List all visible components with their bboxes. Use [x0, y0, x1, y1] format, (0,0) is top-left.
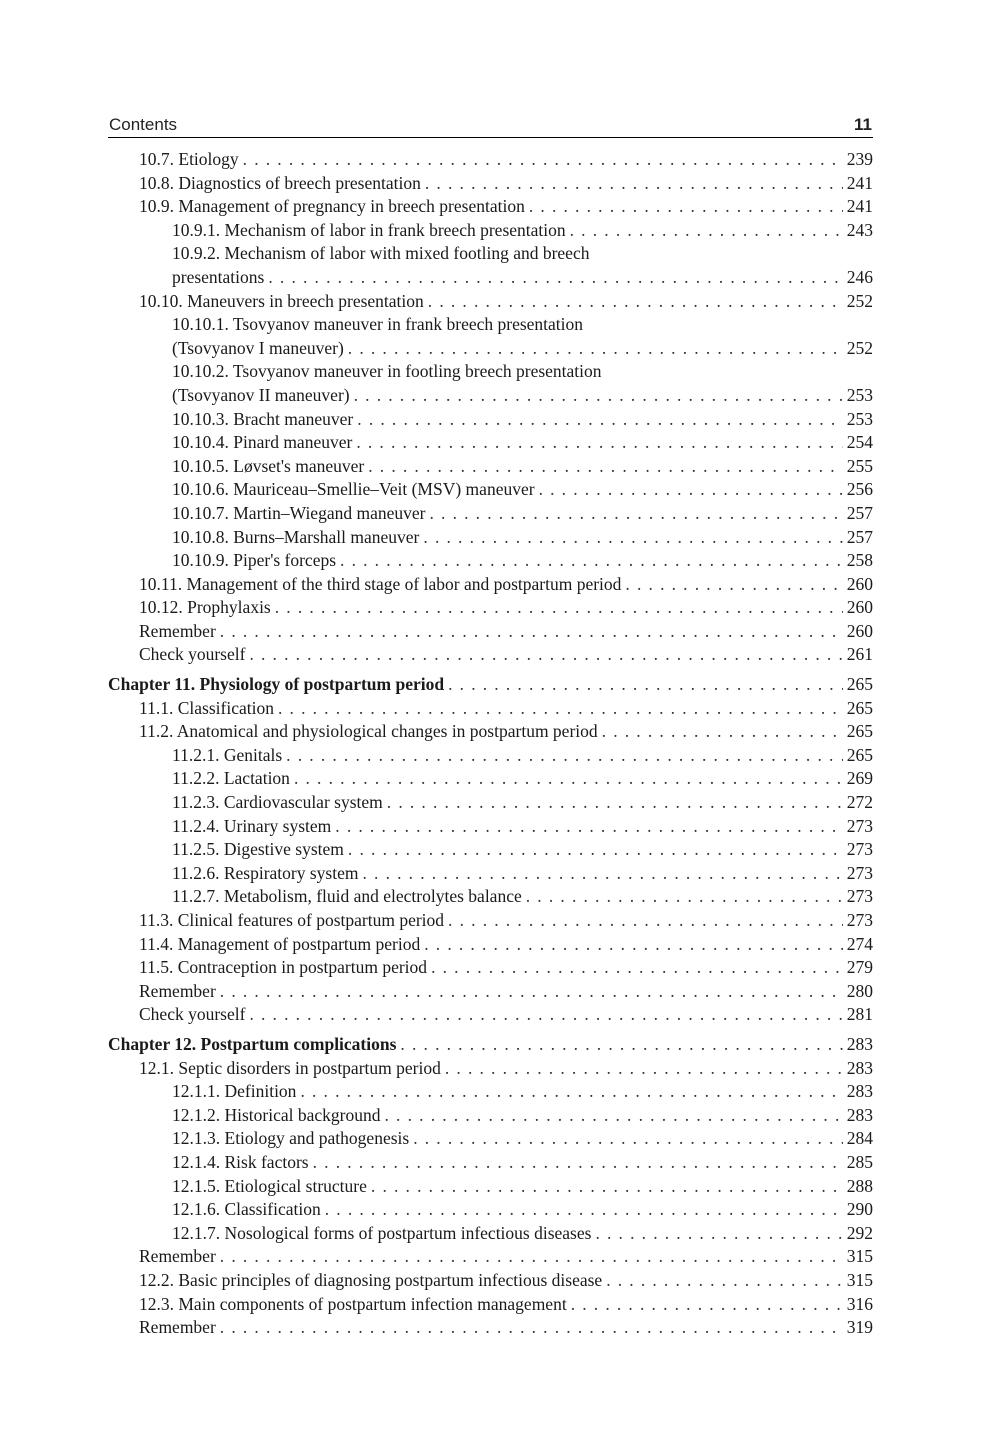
toc-entry[interactable]	[108, 1057, 873, 1081]
toc-leader-dots	[313, 1151, 843, 1175]
toc-entry-title: presentations	[172, 266, 265, 287]
toc-entry-title: 11.2.6. Respiratory system	[172, 862, 359, 883]
toc-page-number: 239	[846, 149, 873, 169]
toc-entry-title: 12.1.5. Etiological structure	[172, 1175, 367, 1196]
toc-entry[interactable]	[108, 408, 873, 432]
page-number: 11	[854, 115, 872, 134]
toc-leader-dots	[429, 502, 842, 526]
toc-entry-title: 10.10.3. Bracht maneuver	[172, 408, 354, 429]
toc-entry-title: 11.2.1. Genitals	[172, 744, 283, 765]
toc-entry[interactable]	[108, 573, 873, 597]
toc-entry[interactable]	[108, 384, 873, 408]
toc-entry[interactable]	[108, 744, 873, 768]
toc-entry[interactable]	[108, 933, 873, 957]
toc-page-number: 290	[846, 1199, 873, 1220]
toc-page-number: 243	[846, 219, 873, 240]
toc-page-number: 283	[846, 1081, 873, 1102]
toc-leader-dots	[357, 408, 842, 432]
toc-entry-title: 10.8. Diagnostics of breech presentation	[139, 172, 421, 193]
toc-entry[interactable]	[108, 1080, 873, 1104]
toc-entry[interactable]	[108, 360, 873, 384]
toc-page-number: 283	[846, 1033, 873, 1054]
toc-entry[interactable]	[108, 596, 873, 620]
toc-entry[interactable]	[108, 1245, 873, 1269]
toc-entry[interactable]	[108, 502, 873, 526]
toc-page-number: 260	[846, 597, 873, 618]
toc-entry-title: 10.12. Prophylaxis	[139, 597, 271, 618]
toc-leader-dots	[294, 767, 843, 791]
toc-leader-dots	[387, 791, 843, 815]
toc-leader-dots	[425, 172, 843, 196]
toc-leader-dots	[220, 1245, 843, 1269]
toc-entry[interactable]	[108, 148, 873, 172]
running-title: Contents	[109, 115, 178, 134]
toc-entry-title: 10.10.2. Tsovyanov maneuver in footling breech presentation	[172, 361, 602, 382]
toc-leader-dots	[602, 720, 843, 744]
toc-leader-dots	[448, 673, 843, 697]
toc-entry-title: 12.1.6. Classification	[172, 1199, 321, 1220]
toc-entry-title: Remember	[139, 1317, 216, 1338]
toc-leader-dots	[539, 478, 843, 502]
toc-entry[interactable]	[108, 1293, 873, 1317]
toc-entry[interactable]	[108, 643, 873, 667]
toc-entry-title: 11.3. Clinical features of postpartum period	[139, 910, 445, 930]
toc-entry-title: 11.2.2. Lactation	[172, 768, 290, 789]
toc-leader-dots	[431, 956, 843, 980]
toc-page-number: 252	[846, 337, 873, 358]
toc-entry[interactable]	[108, 195, 873, 219]
toc-entry-title: Remember	[139, 980, 216, 1001]
toc-leader-dots	[356, 431, 842, 455]
toc-leader-dots	[243, 148, 843, 172]
toc-page-number: 265	[846, 721, 873, 742]
toc-entry-title: 10.10.8. Burns–Marshall maneuver	[172, 526, 420, 547]
toc-leader-dots	[371, 1175, 843, 1199]
toc-entry-title: 11.2.5. Digestive system	[172, 839, 344, 860]
toc-entry[interactable]	[108, 815, 873, 839]
toc-leader-dots	[249, 1003, 842, 1027]
toc-entry-title: 11.4. Management of postpartum period	[139, 933, 421, 954]
toc-entry[interactable]	[108, 1316, 873, 1340]
toc-page-number: 316	[846, 1293, 873, 1314]
toc-entry-title: 10.9. Management of pregnancy in breech presentation	[139, 196, 525, 217]
toc-page-number: 283	[846, 1057, 873, 1078]
toc-page-number: 288	[846, 1175, 873, 1196]
toc-entry[interactable]	[108, 266, 873, 290]
toc-entry-title: 10.11. Management of the third stage of labor and postpartum period	[139, 573, 622, 594]
toc-entry[interactable]	[108, 1198, 873, 1222]
toc-page-number: 253	[846, 384, 873, 405]
toc-page-number: 274	[846, 933, 873, 954]
toc-entry-title: Chapter 12. Postpartum complications	[108, 1033, 397, 1054]
toc-leader-dots	[448, 909, 843, 933]
toc-page-number: 261	[846, 644, 873, 665]
toc-page-number: 258	[846, 550, 873, 571]
toc-entry[interactable]	[108, 620, 873, 644]
toc-entry[interactable]	[108, 337, 873, 361]
toc-leader-dots	[275, 596, 843, 620]
toc-entry[interactable]	[108, 1104, 873, 1128]
toc-leader-dots	[220, 1316, 843, 1340]
toc-entry[interactable]	[108, 1175, 873, 1199]
toc-page-number: 246	[846, 266, 873, 287]
toc-entry-title: Remember	[139, 1246, 216, 1267]
toc-entry-title: 10.9.2. Mechanism of labor with mixed footling and breech	[172, 243, 590, 264]
toc-page-number: 257	[846, 502, 873, 523]
toc-entry-title: 10.10. Maneuvers in breech presentation	[139, 290, 424, 311]
toc-page-number: 265	[846, 744, 873, 765]
toc-entry-title: 10.10.4. Pinard maneuver	[172, 432, 353, 453]
toc-leader-dots	[362, 862, 842, 886]
toc-entry[interactable]	[108, 1222, 873, 1246]
toc-page-number: 285	[846, 1151, 873, 1172]
toc-page-number: 265	[846, 697, 873, 718]
toc-entry[interactable]	[108, 862, 873, 886]
toc-entry-title: 12.2. Basic principles of diagnosing postpartum infectious disease	[139, 1269, 603, 1290]
toc-page-number: 255	[846, 455, 873, 476]
toc-entry-title: Remember	[139, 620, 216, 641]
toc-entry-title: 12.1. Septic disorders in postpartum period	[139, 1057, 441, 1078]
toc-page-number: 281	[846, 1004, 873, 1025]
toc-leader-dots	[278, 697, 843, 721]
toc-entry[interactable]	[108, 1127, 873, 1151]
toc-leader-dots	[340, 549, 843, 573]
toc-entry[interactable]	[108, 455, 873, 479]
toc-leader-dots	[595, 1222, 842, 1246]
toc-entry-title: 10.10.7. Martin–Wiegand maneuver	[172, 502, 426, 523]
toc-page-number: 273	[846, 839, 873, 860]
toc-leader-dots	[348, 838, 843, 862]
toc-entry[interactable]	[108, 1269, 873, 1293]
toc-page-number: 254	[846, 432, 873, 453]
toc-entry-title: 11.2.4. Urinary system	[172, 815, 332, 836]
toc-page-number: 257	[846, 526, 873, 547]
toc-page-number: 315	[846, 1246, 873, 1267]
toc-entry[interactable]	[108, 313, 873, 337]
toc-leader-dots	[606, 1269, 843, 1293]
toc-entry[interactable]	[108, 172, 873, 196]
toc-leader-dots	[424, 933, 843, 957]
toc-leader-dots	[428, 290, 843, 314]
toc-entry-title: 10.10.5. Løvset's maneuver	[172, 455, 365, 476]
toc-entry[interactable]	[108, 720, 873, 744]
toc-entry[interactable]	[108, 219, 873, 243]
toc-leader-dots	[385, 1104, 843, 1128]
toc-entry[interactable]	[108, 791, 873, 815]
toc-leader-dots	[348, 337, 843, 361]
toc-page-number: 260	[846, 573, 873, 594]
toc-page-number: 272	[846, 792, 873, 813]
toc-leader-dots	[570, 219, 843, 243]
toc-entry[interactable]	[108, 431, 873, 455]
toc-entry[interactable]	[108, 909, 873, 933]
toc-entry-title: 12.1.4. Risk factors	[172, 1151, 309, 1172]
toc-entry[interactable]	[108, 1151, 873, 1175]
toc-page-number: 241	[846, 172, 873, 193]
toc-entry-title: 11.2.7. Metabolism, fluid and electrolytes balance	[172, 886, 522, 907]
toc-entry-title: 10.10.9. Piper's forceps	[172, 550, 337, 571]
toc-entry[interactable]	[108, 767, 873, 791]
toc-entry[interactable]	[108, 697, 873, 721]
toc-leader-dots	[249, 643, 842, 667]
toc-leader-dots	[423, 526, 842, 550]
toc-entry[interactable]	[108, 478, 873, 502]
toc-leader-dots	[625, 573, 842, 597]
toc-leader-dots	[335, 815, 842, 839]
page-header	[108, 113, 873, 138]
toc-entry-title: (Tsovyanov II maneuver)	[172, 384, 350, 405]
toc-page-number: 273	[846, 815, 873, 836]
toc-entry-title: 10.10.6. Mauriceau–Smellie–Veit (MSV) maneuver	[172, 479, 535, 500]
toc-leader-dots	[286, 744, 843, 768]
toc-page-number: 256	[846, 479, 873, 500]
toc-entry-title: (Tsovyanov I maneuver)	[172, 337, 344, 358]
toc-entry[interactable]	[108, 980, 873, 1004]
toc-entry[interactable]	[108, 1003, 873, 1027]
toc-entry-title: 11.2.3. Cardiovascular system	[172, 792, 383, 813]
toc-entry-title: 10.9.1. Mechanism of labor in frank breech presentation	[172, 219, 566, 240]
toc-page-number: 253	[846, 408, 873, 429]
toc-entry-title: Check yourself	[139, 1004, 246, 1025]
toc-entry[interactable]	[108, 956, 873, 980]
toc-entry-title: 12.3. Main components of postpartum infection management	[139, 1293, 567, 1314]
toc-page-number: 319	[846, 1317, 873, 1338]
toc-entry-title: 11.1. Classification	[139, 697, 274, 718]
toc-page-number: 269	[846, 768, 873, 789]
toc-leader-dots	[368, 455, 843, 479]
toc-page-number: 265	[846, 674, 873, 695]
toc-page-number: 260	[846, 620, 873, 641]
toc-page-number: 273	[846, 862, 873, 883]
toc-entry-title: Check yourself	[139, 644, 246, 665]
toc-entry[interactable]	[108, 526, 873, 550]
toc-page-number: 315	[846, 1269, 873, 1290]
toc-leader-dots	[268, 266, 842, 290]
toc-leader-dots	[354, 384, 843, 408]
toc-entry[interactable]	[108, 242, 873, 266]
toc-leader-dots	[220, 980, 843, 1004]
toc-entry-title: 11.2. Anatomical and physiological changes in postpartum period	[139, 721, 598, 742]
toc-entry-title: 12.1.2. Historical background	[172, 1104, 381, 1125]
toc-page-number: 252	[846, 290, 873, 311]
toc-entry-title: 12.1.3. Etiology and pathogenesis	[172, 1128, 410, 1149]
toc-page-number: 280	[846, 980, 873, 1001]
table-of-contents	[108, 148, 873, 1340]
toc-chapter-entry[interactable]	[108, 1033, 873, 1057]
toc-leader-dots	[445, 1057, 843, 1081]
toc-entry[interactable]	[108, 290, 873, 314]
toc-page-number: 284	[846, 1128, 873, 1149]
toc-leader-dots	[571, 1293, 843, 1317]
toc-entry-title: Chapter 11. Physiology of postpartum period	[108, 674, 445, 695]
toc-leader-dots	[413, 1127, 843, 1151]
toc-leader-dots	[325, 1198, 843, 1222]
toc-page-number: 273	[846, 886, 873, 907]
toc-entry[interactable]	[108, 838, 873, 862]
toc-entry-title: 10.7. Etiology	[139, 149, 239, 169]
toc-leader-dots	[400, 1033, 842, 1057]
toc-entry-title: 12.1.7. Nosological forms of postpartum infectious diseases	[172, 1222, 592, 1243]
toc-entry-title: 10.10.1. Tsovyanov maneuver in frank breech presentation	[172, 314, 584, 335]
toc-entry[interactable]	[108, 549, 873, 573]
toc-entry-title: 12.1.1. Definition	[172, 1081, 297, 1102]
toc-leader-dots	[220, 620, 843, 644]
toc-entry[interactable]	[108, 885, 873, 909]
toc-page-number: 283	[846, 1104, 873, 1125]
toc-page-number: 279	[846, 957, 873, 978]
toc-page-number: 241	[846, 196, 873, 217]
toc-chapter-entry[interactable]	[108, 673, 873, 697]
toc-page-number: 273	[846, 910, 873, 930]
toc-leader-dots	[300, 1080, 842, 1104]
toc-page-number: 292	[846, 1222, 873, 1243]
toc-entry-title: 11.5. Contraception in postpartum period	[139, 957, 428, 978]
toc-leader-dots	[529, 195, 843, 219]
toc-leader-dots	[526, 885, 843, 909]
